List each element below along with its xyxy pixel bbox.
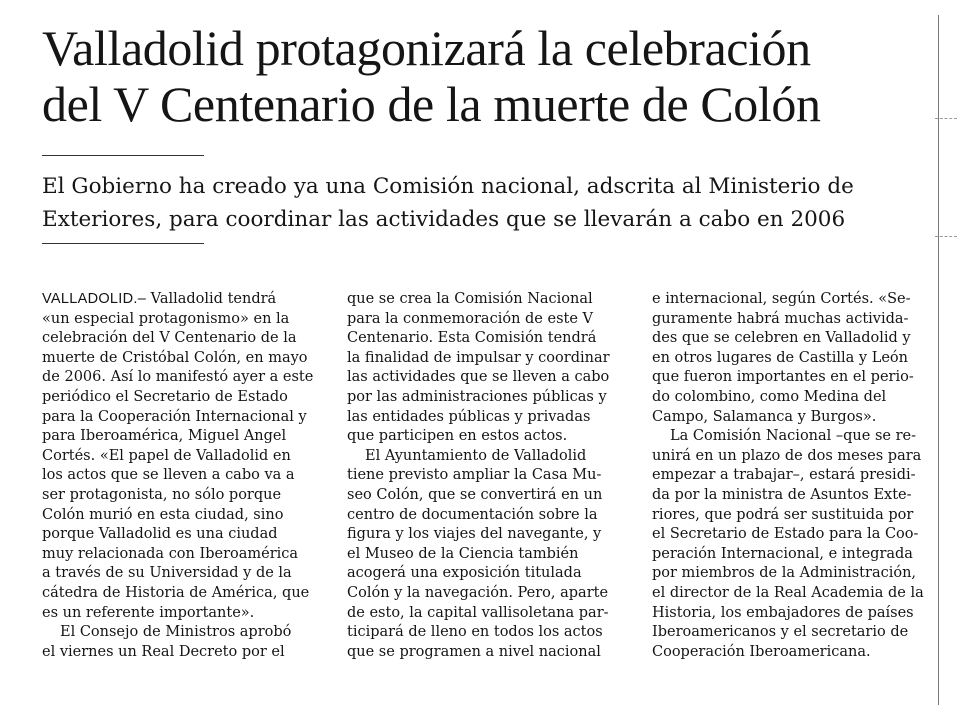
divider-bottom <box>42 243 204 244</box>
column-line: unirá en un plazo de dos meses para <box>652 447 922 464</box>
column-line: Colón y la navegación. Pero, aparte <box>347 584 609 601</box>
column-line: el Museo de la Ciencia también <box>347 545 579 562</box>
column-line: «un especial protagonismo» en la <box>42 310 290 327</box>
headline <box>42 20 912 132</box>
column-line: Cooperación Iberoamericana. <box>652 643 871 660</box>
column-line: guramente habrá muchas activida- <box>652 310 909 327</box>
article-column-2 <box>347 290 627 662</box>
column-line: Historia, los embajadores de países <box>652 604 914 621</box>
column-line: por miembros de la Administración, <box>652 565 917 582</box>
column-line: El Ayuntamiento de Valladolid <box>365 447 587 464</box>
column-line: riores, que podrá ser sustituida por <box>652 506 914 523</box>
column-line: de 2006. Así lo manifestó ayer a este <box>42 369 314 386</box>
column-line: muerte de Cristóbal Colón, en mayo <box>42 349 308 366</box>
column-line: empezar a trabajar–, estará presidi- <box>652 467 916 484</box>
column-line: para la conmemoración de este V <box>347 310 593 327</box>
column-line: que se programen a nivel nacional <box>347 643 601 660</box>
subheadline-line: Exteriores, para coordinar las actividades que se llevarán a cabo en 2006 <box>42 207 846 232</box>
article-column-1 <box>42 290 320 662</box>
column-line: figura y los viajes del navegante, y <box>347 526 602 543</box>
column-line: que se crea la Comisión Nacional <box>347 291 593 307</box>
column-line: Cortés. «El papel de Valladolid en <box>42 447 291 464</box>
column-line: La Comisión Nacional –que se re- <box>670 428 917 445</box>
column-line: cátedra de Historia de América, que <box>42 584 310 601</box>
column-line: Centenario. Esta Comisión tendrá <box>347 330 597 347</box>
column-line: porque Valladolid es una ciudad <box>42 526 278 543</box>
column-line: seo Colón, que se convertirá en un <box>347 486 603 503</box>
column-line: el director de la Real Academia de la <box>652 584 924 601</box>
column-line: para la Cooperación Internacional y <box>42 408 307 425</box>
column-line: Colón murió en esta ciudad, sino <box>42 506 284 523</box>
column-line: periódico el Secretario de Estado <box>42 388 288 405</box>
column-line: el viernes un Real Decreto por el <box>42 643 285 660</box>
column-line: El Consejo de Ministros aprobó <box>60 624 292 641</box>
column-line: centro de documentación sobre la <box>347 506 598 523</box>
headline-line: del V Centenario de la muerte de Colón <box>42 76 821 132</box>
column-line: las entidades públicas y privadas <box>347 408 591 425</box>
column-line: peración Internacional, e integrada <box>652 545 913 562</box>
column-line: Campo, Salamanca y Burgos». <box>652 408 877 425</box>
headline-line: Valladolid protagonizará la celebración <box>42 20 811 76</box>
column-line: a través de su Universidad y de la <box>42 565 292 582</box>
column-line: de esto, la capital vallisoletana par- <box>347 604 609 621</box>
column-line: en otros lugares de Castilla y León <box>652 349 908 366</box>
column-line: muy relacionada con Iberoamérica <box>42 545 299 562</box>
column-line: Iberoamericanos y el secretario de <box>652 624 909 641</box>
column-line: por las administraciones públicas y <box>347 388 607 405</box>
column-line: ticipará de lleno en todos los actos <box>347 624 603 641</box>
column-line: VALLADOLID.– Valladolid tendrá <box>42 291 277 307</box>
column-line: que fueron importantes en el perio- <box>652 369 914 386</box>
column-line: para Iberoamérica, Miguel Angel <box>42 428 287 445</box>
column-line: do colombino, como Medina del <box>652 388 887 405</box>
subheadline <box>42 170 932 236</box>
column-line: e internacional, según Cortés. «Se- <box>652 291 911 307</box>
column-line: es un referente importante». <box>42 604 255 621</box>
column-line: la finalidad de impulsar y coordinar <box>347 349 610 366</box>
article-column-3 <box>652 290 932 662</box>
column-line: que participen en estos actos. <box>347 428 568 445</box>
column-line: ser protagonista, no sólo porque <box>42 486 282 503</box>
column-line: celebración del V Centenario de la <box>42 330 297 347</box>
page-edge-mark <box>935 236 957 237</box>
page-edge-mark <box>935 118 957 119</box>
column-line: el Secretario de Estado para la Coo- <box>652 526 919 543</box>
dateline: VALLADOLID.– <box>42 291 147 307</box>
column-line: des que se celebren en Valladolid y <box>652 330 911 347</box>
column-line: tiene previsto ampliar la Casa Mu- <box>347 467 602 484</box>
column-line: las actividades que se lleven a cabo <box>347 369 610 386</box>
column-line: los actos que se lleven a cabo va a <box>42 467 295 484</box>
column-line: acogerá una exposición titulada <box>347 565 582 582</box>
subheadline-line: El Gobierno ha creado ya una Comisión nacional, adscrita al Ministerio de <box>42 174 854 199</box>
column-line: da por la ministra de Asuntos Exte- <box>652 486 912 503</box>
divider-top <box>42 155 204 156</box>
